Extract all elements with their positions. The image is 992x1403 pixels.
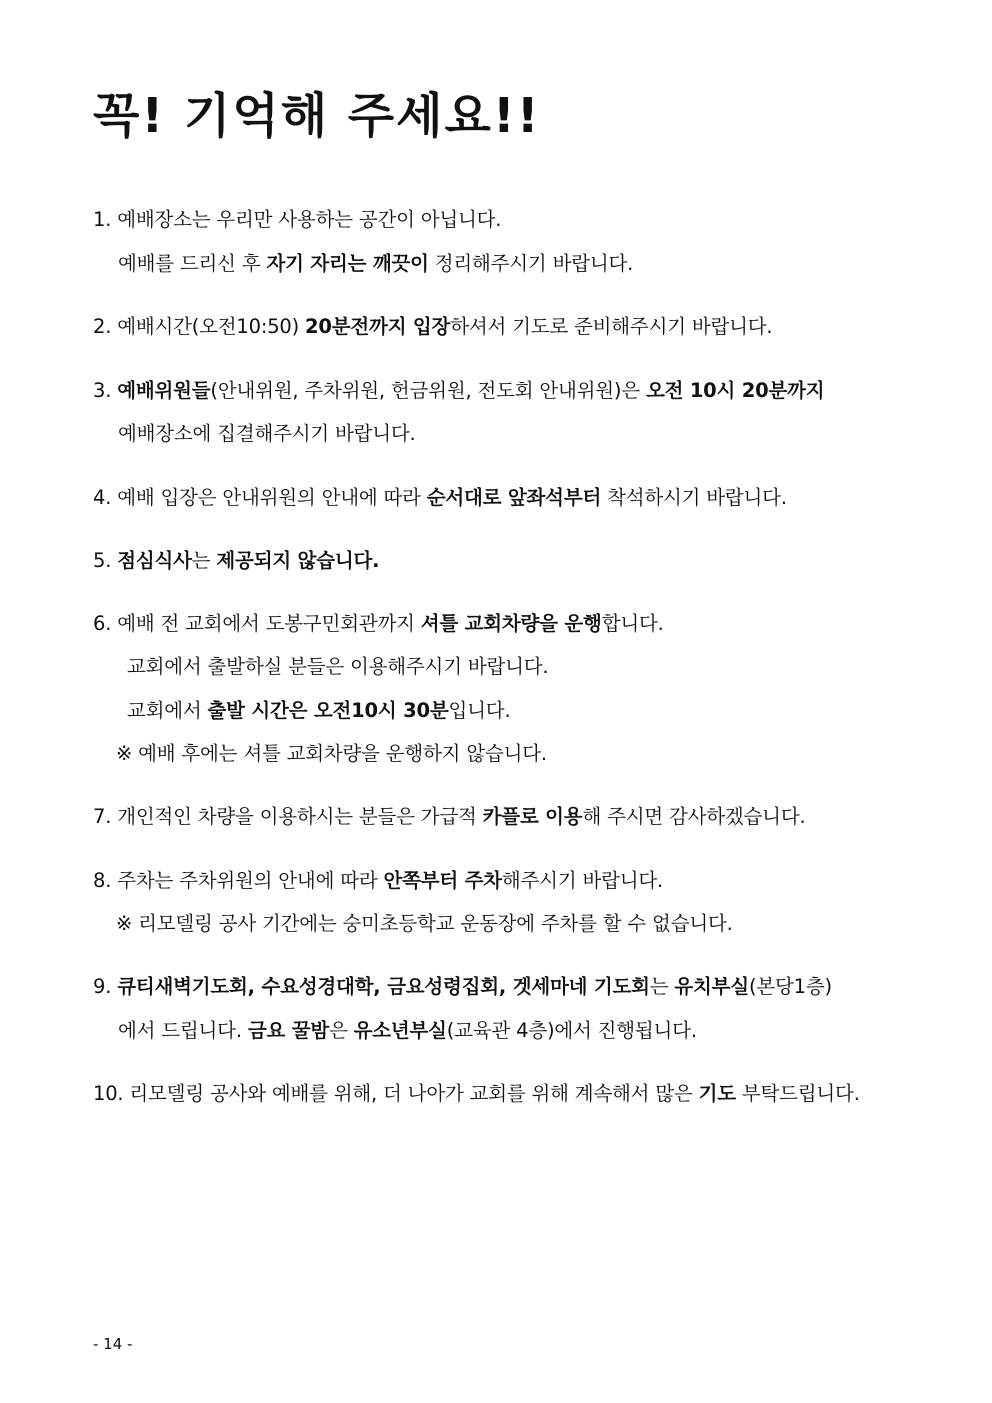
body-text: 에서 드립니다. xyxy=(118,1019,248,1042)
item-7-line-1 xyxy=(93,802,973,832)
body-text: 부탁드립니다. xyxy=(735,1082,860,1105)
body-text: (본당1층) xyxy=(748,975,832,998)
emphasis-text: 제공되지 않습니다. xyxy=(216,549,380,572)
item-9-line-2 xyxy=(118,1016,973,1046)
item-5-line-1 xyxy=(93,546,973,576)
body-text: 7. 개인적인 차량을 이용하시는 분들은 가급적 xyxy=(93,805,483,828)
emphasis-text: 예배위원들 xyxy=(117,379,211,402)
body-text: 예배장소에 집결해주시기 바랍니다. xyxy=(118,422,416,445)
item-9-line-1 xyxy=(93,972,973,1002)
body-text: 예배를 드리신 후 xyxy=(118,252,267,275)
emphasis-text: 카플로 이용 xyxy=(482,805,583,828)
body-text: 는 xyxy=(649,975,675,998)
emphasis-text: 점심식사 xyxy=(117,549,192,572)
emphasis-text: 20분전까지 입장 xyxy=(305,315,451,338)
body-text: 1. 예배장소는 우리만 사용하는 공간이 아닙니다. xyxy=(93,208,502,231)
emphasis-text: 안쪽부터 주차 xyxy=(383,869,502,892)
emphasis-text: 오전 10시 20분까지 xyxy=(645,379,825,402)
emphasis-text: 셔틀 교회차량을 운행 xyxy=(420,612,602,635)
body-text: 해주시기 바랍니다. xyxy=(501,869,663,892)
emphasis-text: 자기 자리는 깨끗이 xyxy=(266,252,429,275)
body-text: 5. xyxy=(93,549,118,572)
item-3-line-2 xyxy=(118,419,973,449)
page-number: - 14 - xyxy=(93,1335,133,1353)
item-1-line-2 xyxy=(118,249,973,279)
item-8-line-1 xyxy=(93,866,973,896)
body-text: (안내위원, 주차위원, 헌금위원, 전도회 안내위원)은 xyxy=(210,379,646,402)
body-text: 3. xyxy=(93,379,118,402)
item-1-line-1 xyxy=(93,205,973,235)
item-10-line-1 xyxy=(93,1079,973,1109)
item-6-line-2 xyxy=(127,652,973,682)
item-8-line-2 xyxy=(116,909,973,939)
body-text: 은 xyxy=(328,1019,354,1042)
page-title: 꼭! 기억해 주세요!! xyxy=(93,88,541,144)
emphasis-text: 순서대로 앞좌석부터 xyxy=(426,486,602,509)
item-2-line-1 xyxy=(93,312,973,342)
body-text: 4. 예배 입장은 안내위원의 안내에 따라 xyxy=(93,486,427,509)
body-text: 2. 예배시간(오전10:50) xyxy=(93,315,306,338)
emphasis-text: 기도 xyxy=(698,1082,736,1105)
body-text: ※ 리모델링 공사 기간에는 숭미초등학교 운동장에 주차를 할 수 없습니다. xyxy=(116,912,733,935)
item-3-line-1 xyxy=(93,376,973,406)
body-text: ※ 예배 후에는 셔틀 교회차량을 운행하지 않습니다. xyxy=(116,742,547,765)
emphasis-text: 출발 시간은 오전10시 30분 xyxy=(207,699,449,722)
item-4-line-1 xyxy=(93,483,973,513)
body-text: 는 xyxy=(191,549,217,572)
body-text: 해 주시면 감사하겠습니다. xyxy=(582,805,806,828)
item-6-line-3 xyxy=(127,696,973,726)
emphasis-text: 금요 꿀밤 xyxy=(247,1019,329,1042)
item-6-line-1 xyxy=(93,609,973,639)
body-text: 착석하시기 바랍니다. xyxy=(601,486,787,509)
body-text: 10. 리모델링 공사와 예배를 위해, 더 나아가 교회를 위해 계속해서 많은 xyxy=(93,1082,699,1105)
body-text: 정리해주시기 바랍니다. xyxy=(428,252,634,275)
body-text: 교회에서 출발하실 분들은 이용해주시기 바랍니다. xyxy=(127,655,549,678)
body-text: 교회에서 xyxy=(127,699,208,722)
body-text: 9. xyxy=(93,975,118,998)
body-text: (교육관 4층)에서 진행됩니다. xyxy=(446,1019,697,1042)
body-text: 합니다. xyxy=(601,612,664,635)
item-6-line-4 xyxy=(116,739,973,769)
body-text: 8. 주차는 주차위원의 안내에 따라 xyxy=(93,869,384,892)
emphasis-text: 유소년부실 xyxy=(353,1019,447,1042)
body-text: 입니다. xyxy=(448,699,511,722)
body-text: 6. 예배 전 교회에서 도봉구민회관까지 xyxy=(93,612,421,635)
emphasis-text: 유치부실 xyxy=(674,975,749,998)
body-text: 하셔서 기도로 준비해주시기 바랍니다. xyxy=(450,315,773,338)
emphasis-text: 큐티새벽기도회, 수요성경대학, 금요성령집회, 겟세마네 기도회 xyxy=(117,975,650,998)
